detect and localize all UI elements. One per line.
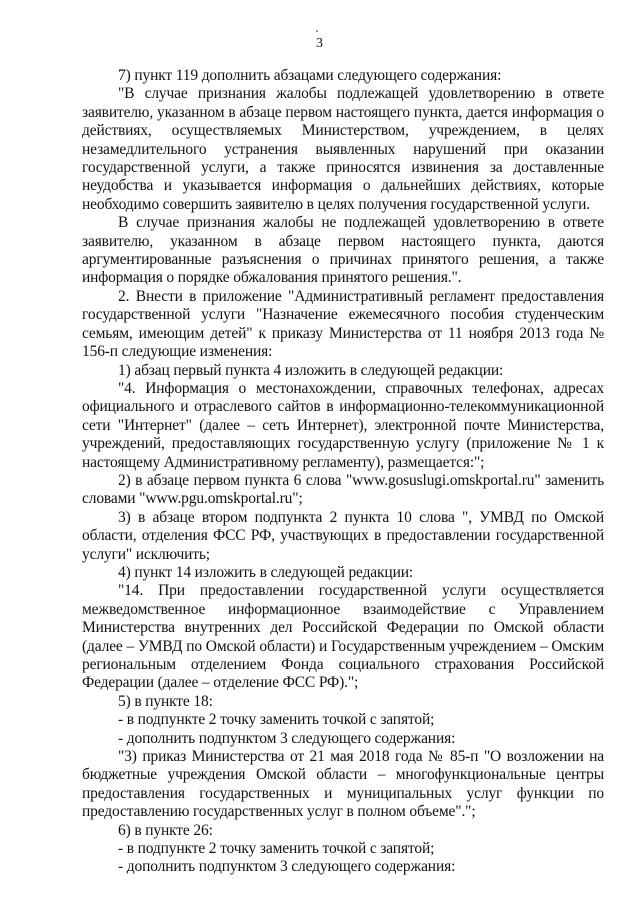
paragraph-subitem-4: 4) пункт 14 изложить в следующей редакции:	[118, 563, 414, 581]
paragraph-dash-2: - дополнить подпунктом 3 следующего содержания:	[118, 729, 456, 747]
paragraph-point-14-text: "14. При предоставлении государственной услуги осуществляется межведомственное информационное взаимодействие с Управлением Министерства внутренних дел Российской Федерации по Омской области (далее – УМВД по Омской области) и Государственным учреждением – Омским региональным отделением Фонда социального страхования Российской Федерации (далее – отделение ФСС РФ).";	[82, 582, 604, 692]
paragraph-point-3-text: "3) приказ Министерства от 21 мая 2018 года № 85-п "О возложении на бюджетные учреждения Омской области – многофункциональные центры предоставления государственных и муниципальных услуг функции по предоставлению государственных услуг в полном объеме".";	[82, 748, 604, 821]
paragraph-subitem-3: 3) в абзаце втором подпункта 2 пункта 10 слова ", УМВД по Омской области, отделения ФСС РФ, участвующих в предоставлении государственной услуги" исключить;	[82, 508, 604, 563]
paragraph-item-7: 7) пункт 119 дополнить абзацами следующего содержания:	[118, 67, 502, 84]
paragraph-dash-1: - в подпункте 2 точку заменить точкой с запятой;	[118, 711, 435, 729]
scan-speck	[316, 30, 318, 32]
paragraph-subitem-5: 5) в пункте 18:	[118, 692, 213, 710]
paragraph-section-2: 2. Внести в приложение "Административный регламент предоставления государственной услуги "Назначение ежемесячного пособия студенческим семьям, имеющим детей" к приказу Министерства от 11 ноября 2013 года № 156-п следующие изменения:	[82, 287, 604, 361]
paragraph-point-4-text: "4. Информация о местонахождении, справочных телефонах, адресах официального и отраслевого сайтов в информационно-телекоммуникационной сети "Интернет" (далее – сеть Интернет), электронной почте Министерства, учреждений, предоставляющих государственную услугу (приложение № 1 к настоящему Административному регламенту), размещается:";	[82, 379, 604, 471]
document-body	[82, 67, 604, 877]
paragraph-dash-4: - дополнить подпунктом 3 следующего содержания:	[118, 858, 456, 876]
paragraph-quote-satisfied: "В случае признания жалобы подлежащей удовлетворению в ответе заявителю, указанном в абзаце первом настоящего пункта, дается информация о действиях, осуществляемых Министерством, учреждением, в целях незамедлительного устранения выявленных нарушений при оказании государственной услуги, а также приносятся извинения за доставленные неудобства и указывается информация о дальнейших действиях, которые необходимо совершить заявителю в целях получения государственной услуги.	[82, 85, 604, 213]
paragraph-quote-rejected: В случае признания жалобы не подлежащей удовлетворению в ответе заявителю, указанном в абзаце первом настоящего пункта, даются аргументированные разъяснения о причинах принятого решения, а также информация о порядке обжалования принятого решения.".	[82, 214, 604, 287]
paragraph-subitem-6: 6) в пункте 26:	[118, 821, 213, 839]
paragraph-subitem-2: 2) в абзаце первом пункта 6 слова "www.gosuslugi.omskportal.ru" заменить словами "www.pgu.omskportal.ru";	[82, 471, 604, 508]
paragraph-subitem-1: 1) абзац первый пункта 4 изложить в следующей редакции:	[118, 361, 504, 379]
paragraph-dash-3: - в подпункте 2 точку заменить точкой с запятой;	[118, 840, 435, 858]
page-number: 3	[316, 36, 323, 51]
